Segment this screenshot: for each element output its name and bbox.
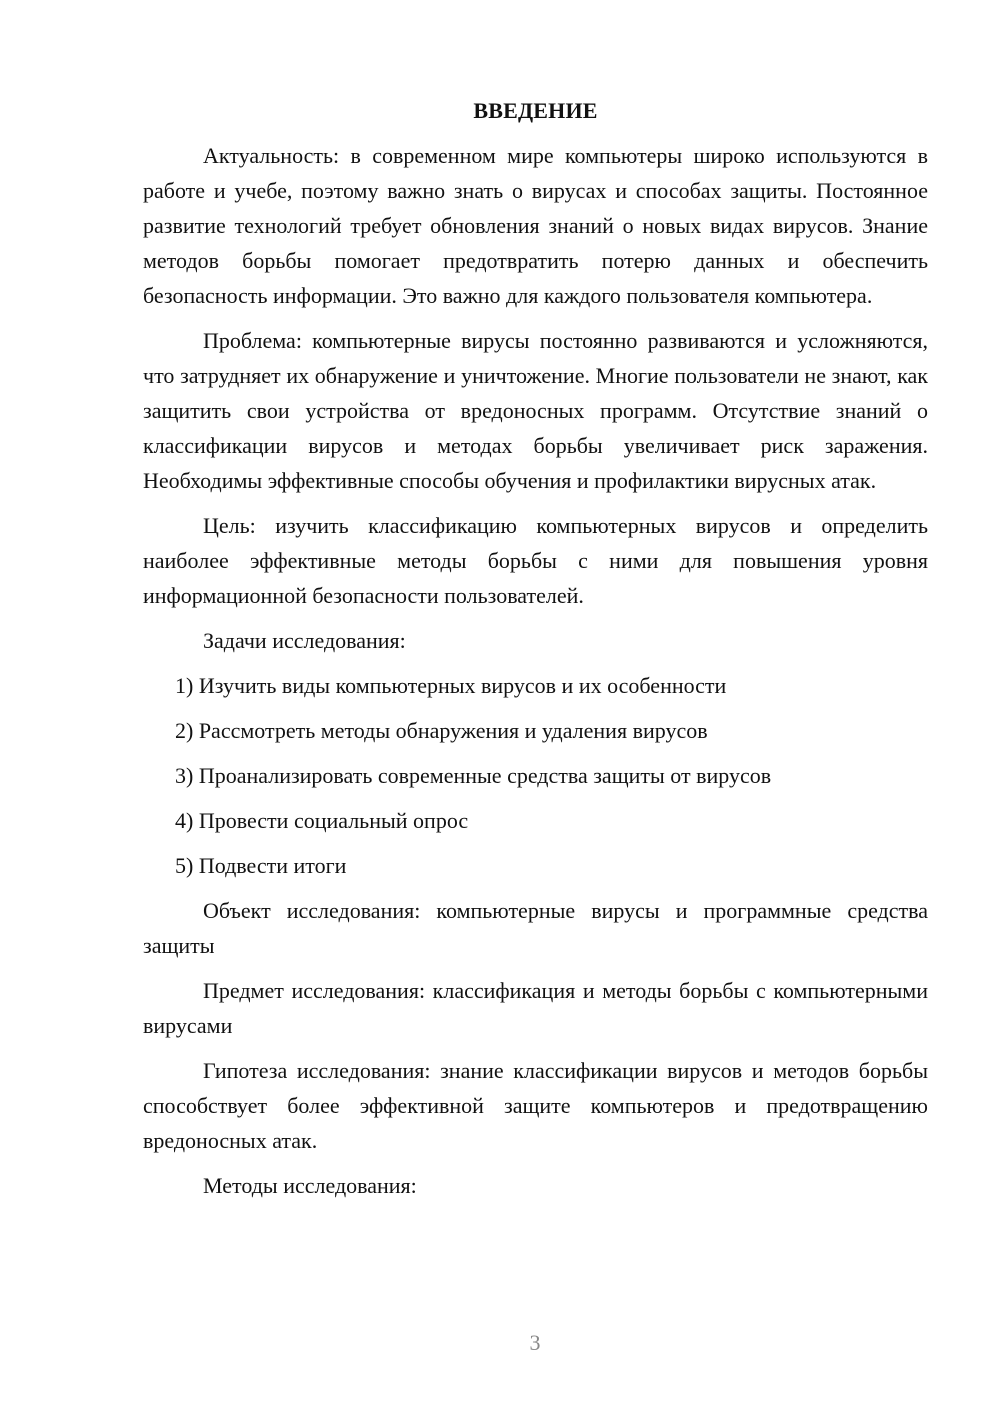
- tasks-heading: Задачи исследования:: [203, 628, 406, 653]
- paragraph-relevance: Актуальность: в современном мире компьютеры широко используются в работе и учебе, поэтому важно знать о вирусах и способах защиты. Постоянное развитие технологий требует обновления знаний о новых видах вирусов. Знание методов борьбы помогает предотвратить потерю данных и обеспечить безопасность информации. Это важно для каждого пользователя компьютера.: [143, 143, 928, 308]
- paragraph-problem: Проблема: компьютерные вирусы постоянно развиваются и усложняются, что затрудняет их обнаружение и уничтожение. Многие пользователи не знают, как защитить свои устройства от вредоносных программ. Отсутствие знаний о классификации вирусов и методах борьбы увеличивает риск заражения. Необходимы эффективные способы обучения и профилактики вирусных атак.: [143, 328, 928, 493]
- page-title: ВВЕДЕНИЕ: [473, 98, 598, 123]
- page-number: 3: [529, 1330, 541, 1355]
- document-page: [143, 93, 928, 1213]
- methods-heading: Методы исследования:: [203, 1173, 417, 1198]
- paragraph-object: Объект исследования: компьютерные вирусы и программные средства защиты: [143, 898, 928, 958]
- paragraph-hypothesis: Гипотеза исследования: знание классификации вирусов и методов борьбы способствует более эффективной защите компьютеров и предотвращению вредоносных атак.: [143, 1058, 928, 1153]
- list-item: 2) Рассмотреть методы обнаружения и удаления вирусов: [175, 718, 708, 743]
- tasks-list: [143, 668, 928, 883]
- list-item: 4) Провести социальный опрос: [175, 808, 469, 833]
- list-item: 1) Изучить виды компьютерных вирусов и их особенности: [175, 673, 727, 698]
- paragraph-subject: Предмет исследования: классификация и методы борьбы с компьютерными вирусами: [143, 978, 928, 1038]
- list-item: 5) Подвести итоги: [175, 853, 347, 878]
- paragraph-goal: Цель: изучить классификацию компьютерных вирусов и определить наиболее эффективные методы борьбы с ними для повышения уровня информационной безопасности пользователей.: [143, 513, 928, 608]
- list-item: 3) Проанализировать современные средства защиты от вирусов: [175, 763, 772, 788]
